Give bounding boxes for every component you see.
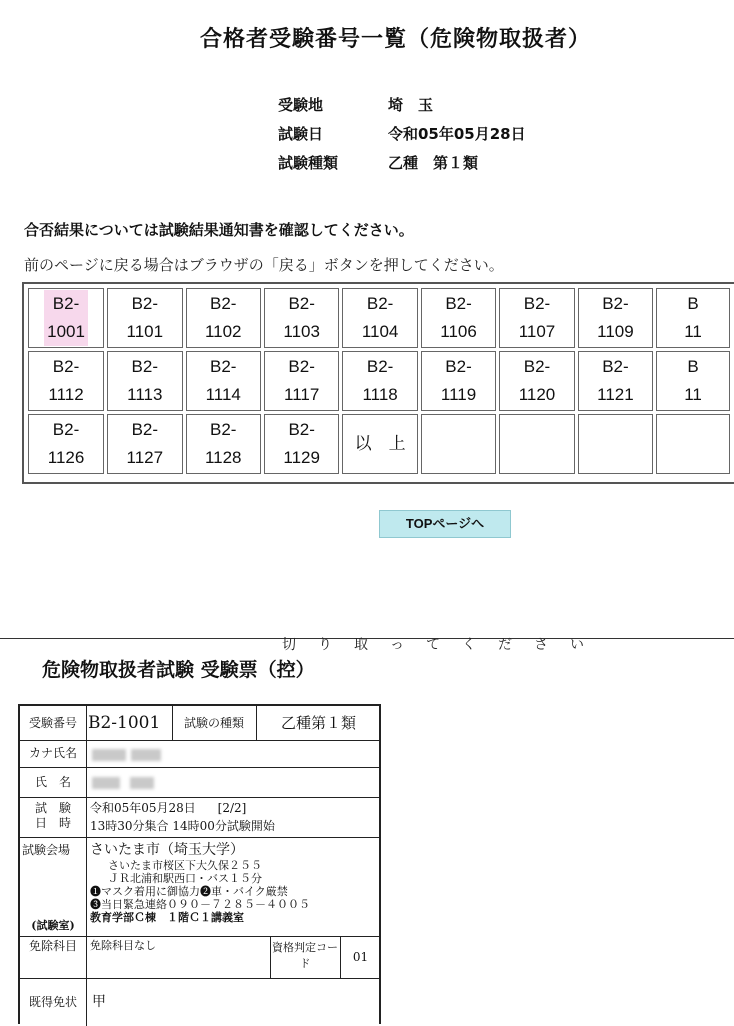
grid-cell — [421, 351, 496, 411]
exam-number-digits: 1119 — [440, 385, 477, 404]
grid-cell — [499, 288, 574, 348]
top-page-button[interactable]: TOPページへ — [379, 510, 511, 538]
exam-number — [684, 290, 702, 346]
exam-number — [205, 416, 242, 472]
name-redacted — [92, 767, 154, 797]
exam-number-prefix: B2- — [445, 294, 472, 313]
exam-number-prefix: 以 上 — [354, 434, 406, 453]
exam-number-digits: 1129 — [283, 448, 320, 467]
exam-number — [355, 430, 406, 458]
grid-cell — [107, 414, 182, 474]
info-value: 埼 玉 — [388, 96, 434, 114]
grid-cell — [107, 288, 182, 348]
exam-number-digits: 11 — [684, 322, 702, 341]
ticket-title: 危険物取扱者試験 受験票（控） — [42, 659, 315, 681]
exam-number-prefix: B2- — [366, 294, 394, 313]
exam-date: 令和05年05月28日 [2/2] — [90, 801, 247, 815]
exam-number — [519, 353, 556, 409]
exam-number-digits: 1104 — [361, 322, 399, 341]
exam-number-prefix: B — [687, 294, 699, 313]
exam-number-digits: 1001 — [47, 322, 85, 341]
grid-cell — [28, 351, 104, 411]
exam-number — [362, 290, 399, 346]
exam-number-prefix: B — [687, 357, 699, 376]
exam-number-prefix: B2- — [602, 294, 629, 313]
grid-row — [28, 288, 730, 348]
exam-number-prefix: B2- — [131, 420, 159, 439]
info-row-type — [278, 148, 526, 177]
datetime-label: 試 験 日 時 — [34, 801, 71, 830]
exam-number — [597, 353, 634, 409]
exam-number — [206, 353, 241, 409]
kana-name-redacted — [92, 740, 161, 767]
exam-number-digits: 1109 — [597, 322, 634, 341]
exam-number-digits: 1117 — [284, 385, 320, 404]
exam-number-digits: 1126 — [47, 448, 85, 467]
grid-cell — [264, 414, 339, 474]
info-value: 乙種 第１類 — [388, 154, 479, 172]
exam-number — [283, 290, 320, 346]
info-row-location — [278, 90, 526, 119]
grid-cell — [342, 288, 417, 348]
exam-number — [597, 290, 634, 346]
exam-number-prefix: B2- — [52, 357, 80, 376]
info-row-date — [278, 119, 526, 148]
grid-cell — [342, 351, 417, 411]
exam-number — [127, 353, 162, 409]
exam-number — [440, 290, 477, 346]
exam-number-digits: 1107 — [518, 322, 556, 341]
exam-number-prefix: B2- — [602, 357, 629, 376]
exam-number-digits: 1120 — [518, 385, 556, 404]
exam-number-prefix: B2- — [209, 357, 237, 376]
info-label: 試験日 — [278, 125, 324, 143]
number-table — [25, 285, 733, 477]
grid-cell — [28, 414, 104, 474]
exam-number-digits: 1128 — [204, 448, 242, 467]
result-notice: 合否結果については試験結果通知書を確認してください。 — [24, 221, 414, 239]
exam-time: 13時30分集合 14時00分試験開始 — [90, 819, 275, 833]
type-value: 乙種第１類 — [280, 714, 356, 732]
grid-cell — [656, 414, 730, 474]
exam-number — [441, 353, 476, 409]
exam-number-prefix: B2- — [52, 420, 80, 439]
grid-cell — [186, 288, 261, 348]
grid-cell — [421, 288, 496, 348]
exam-number-prefix: B2- — [210, 420, 237, 439]
grid-cell — [499, 414, 574, 474]
grid-cell — [342, 414, 417, 474]
grid-cell — [656, 288, 730, 348]
exempt-label: 免除科目 — [28, 939, 77, 953]
exam-number — [519, 290, 556, 346]
exam-no-label: 受験番号 — [28, 716, 77, 730]
exam-number-digits: 11 — [684, 385, 702, 404]
passer-number-grid — [22, 282, 734, 484]
exam-number-prefix: B2- — [131, 357, 159, 376]
qualification-code-label: 資格判定コード — [272, 941, 338, 970]
grid-cell — [28, 288, 104, 348]
grid-cell — [186, 414, 261, 474]
grid-cell — [578, 288, 653, 348]
exam-no-value: B2-1001 — [88, 713, 161, 733]
exam-number — [127, 416, 164, 472]
venue-details: さいたま市桜区下大久保２５５ ＪＲ北浦和駅西口・バス１５分 ❶マスク着用に御協力❷車・バイク厳禁 ❸当日緊急連絡０９０－７２８５－４００５ 教育学部Ｃ棟 １階Ｃ１講義室 — [90, 859, 310, 924]
admission-ticket — [18, 704, 381, 1024]
exam-number-digits: 1118 — [362, 385, 398, 404]
exam-number-digits: 1106 — [440, 322, 477, 341]
grid-row — [28, 351, 730, 411]
page-title: 合格者受験番号一覧（危険物取扱者） — [200, 27, 592, 52]
exam-number-prefix: B2- — [52, 294, 80, 313]
license-label: 既得免状 — [28, 995, 77, 1009]
exam-number — [283, 416, 320, 472]
exam-number-digits: 1112 — [48, 385, 84, 404]
type-label: 試験の種類 — [183, 716, 244, 730]
info-value: 令和05年05月28日 — [388, 125, 526, 143]
exam-number-prefix: B2- — [445, 357, 472, 376]
name-label: 氏 名 — [34, 775, 71, 789]
exam-number-digits: 1103 — [283, 322, 320, 341]
exam-number-prefix: B2- — [288, 420, 315, 439]
exam-number-digits: 1101 — [126, 322, 164, 341]
exam-number-prefix: B2- — [288, 294, 315, 313]
grid-cell — [186, 351, 261, 411]
exam-number — [362, 353, 397, 409]
exam-info — [278, 90, 526, 177]
venue-label: 試験会場 — [22, 843, 71, 857]
grid-cell — [656, 351, 730, 411]
kana-name-label: カナ氏名 — [28, 746, 77, 760]
exam-number-prefix: B2- — [366, 357, 394, 376]
exam-number-prefix: B2- — [131, 294, 159, 313]
highlighted-exam-number — [44, 290, 88, 346]
exam-number-digits: 1114 — [205, 385, 241, 404]
exam-number-digits: 1127 — [126, 448, 164, 467]
exam-number-digits: 1113 — [127, 385, 163, 404]
room-label: (試験室) — [31, 919, 75, 932]
exam-number-prefix: B2- — [523, 357, 551, 376]
grid-cell — [107, 351, 182, 411]
exam-number — [127, 290, 164, 346]
cut-label: 切り取ってください — [282, 637, 606, 653]
exam-number — [284, 353, 319, 409]
venue-name: さいたま市（埼玉大学） — [90, 842, 244, 858]
grid-row — [28, 414, 730, 474]
exam-number-prefix: B2- — [210, 294, 237, 313]
exam-number — [48, 416, 85, 472]
grid-cell — [264, 288, 339, 348]
license-value: 甲 — [92, 994, 106, 1010]
exam-number — [205, 290, 242, 346]
exam-number-prefix: B2- — [288, 357, 315, 376]
grid-cell — [499, 351, 574, 411]
grid-cell — [264, 351, 339, 411]
grid-cell — [421, 414, 496, 474]
exam-number-prefix: B2- — [523, 294, 551, 313]
back-instruction: 前のページに戻る場合はブラウザの「戻る」ボタンを押してください。 — [24, 256, 504, 274]
qualification-code-value: 01 — [352, 950, 369, 964]
info-label: 試験種類 — [278, 154, 339, 172]
exam-number — [684, 353, 702, 409]
exam-number — [48, 353, 83, 409]
grid-cell — [578, 414, 653, 474]
grid-cell — [578, 351, 653, 411]
exempt-value: 免除科目なし — [90, 939, 156, 952]
exam-number-digits: 1102 — [204, 322, 242, 341]
info-label: 受験地 — [278, 96, 324, 114]
exam-number-digits: 1121 — [597, 385, 634, 404]
